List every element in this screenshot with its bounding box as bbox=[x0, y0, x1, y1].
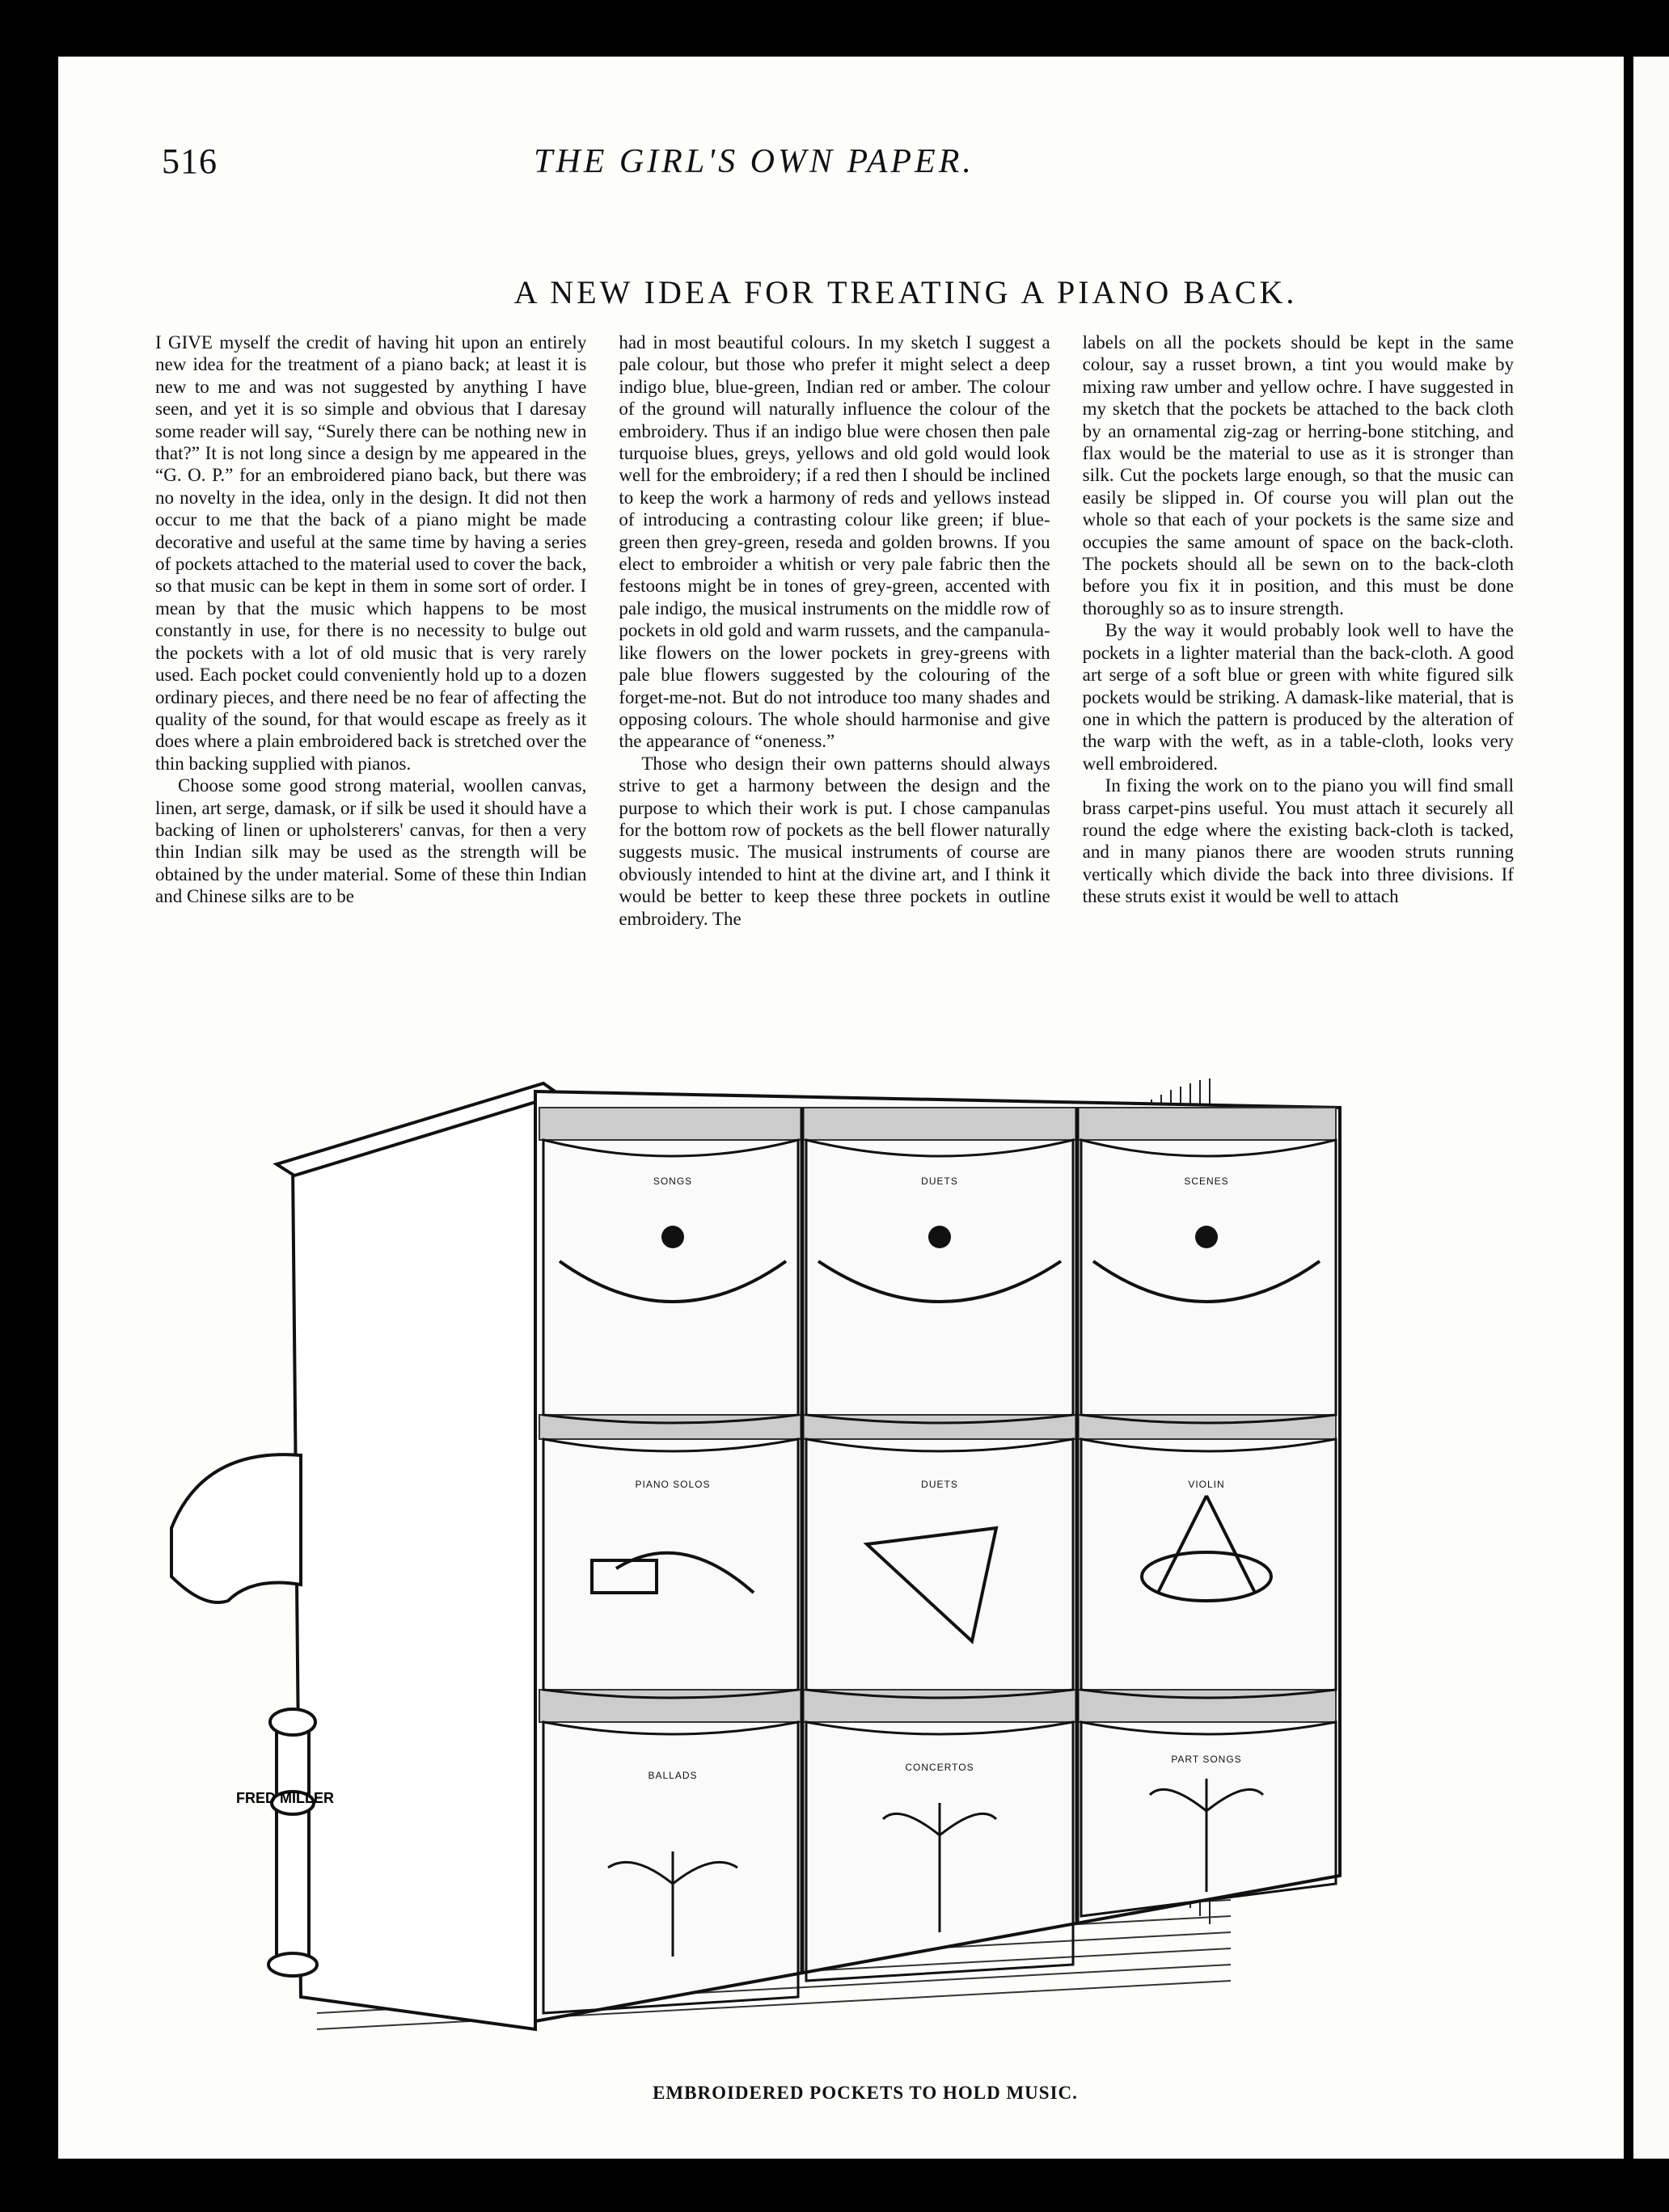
pocket-label: DUETS bbox=[921, 1479, 958, 1490]
article-title: A NEW IDEA FOR TREATING A PIANO BACK. bbox=[513, 274, 1298, 310]
paragraph: By the way it would probably look well to have the pockets in a lighter material than the back-cloth. A good art serge of a soft blue or green with white figured silk pockets would be striking. A damask-like material, that is one in which the pattern is produced by the alteration of the warp with the weft, as in a table-cloth, looks very well embroidered. bbox=[1082, 620, 1514, 774]
paragraph: Choose some good strong material, woollen canvas, linen, art serge, damask, or if silk be used it should have a backing of linen or upholsterers' canvas, for then a very thin Indian silk may be used as the strength will be obtained by the under material. Some of these thin Indian and Chinese silks are to be bbox=[155, 775, 587, 907]
piano-pockets-illustration bbox=[155, 1075, 1498, 2070]
paragraph: I GIVE myself the credit of having hit upon an entirely new idea for the treatment of a piano back; at least it is new to me and was not suggested by anything I have seen, and yet it is so simple and obvious that I daresay some reader will say, “Surely there can be nothing new in that?” It is not long since a design by me appeared in the “G. O. P.” for an embroidered piano back, but there was no novelty in the idea, only in the design. It did not then occur to me that the back of a piano might be made decorative and useful at the same time by having a series of pockets attached to the material used to cover the back, so that music can be kept in them in some sort of order. I mean by that the music which happens to be most constantly in use, for there is no necessity to bulge out the pockets with a lot of old music that is very rarely used. Each pocket could conveniently hold up to a dozen ordinary pieces, and there need be no fear of affecting the quality of the sound, for that would escape as freely as it does where a plain embroidered back is stretched over the thin backing supplied with pianos. bbox=[155, 332, 587, 774]
pocket-label: PART SONGS bbox=[1171, 1754, 1242, 1765]
text-column-3 bbox=[1083, 331, 1514, 1043]
piano-back bbox=[535, 1091, 1340, 2021]
pocket-label: CONCERTOS bbox=[905, 1762, 974, 1773]
paragraph: had in most beautiful colours. In my sketch I suggest a pale colour, but those who prefer it might select a deep indigo blue, blue-green, Indian red or amber. The colour of the ground will naturally influence the colour of the embroidery. Thus if an indigo blue were chosen then pale turquoise blues, greys, yellows and old gold would look well for the embroidery; if a red then I should be inclined to keep the work a harmony of reds and yellows instead of introducing a contrasting colour like green; if blue-green then grey-green, reseda and golden browns. If you elect to embroider a whitish or very pale fabric then the festoons might be in tones of grey-green, accented with pale indigo, the musical instruments on the middle row of pockets in old gold and warm russets, and the campanula-like flowers on the lower pockets in grey-greens with pale blue flowers suggested by the colouring of the forget-me-not. But do not introduce too many shades and opposing colours. The whole should harmonise and give the appearance of “oneness.” bbox=[619, 332, 1050, 752]
piano-side bbox=[171, 1083, 560, 2029]
paragraph: labels on all the pockets should be kept in the same colour, say a russet brown, a tint you would make by mixing raw umber and yellow ochre. I have suggested in my sketch that the pockets be attached to the back cloth by an ornamental zig-zag or herring-bone stitching, and flax would be the material to use as it is stronger than silk. Cut the pockets large enough, so that the music can easily be slipped in. Of course you will plan out the whole so that each of your pockets is the same size and occupies the same amount of space on the back-cloth. The pockets should all be sewn on to the back-cloth before you fix it in position, and this must be done thoroughly so as to insure strength. bbox=[1082, 332, 1514, 618]
pocket-label: VIOLIN bbox=[1188, 1479, 1225, 1490]
article-body bbox=[155, 331, 1514, 1043]
magazine-page bbox=[58, 57, 1624, 2159]
pocket-label: SCENES bbox=[1184, 1176, 1229, 1187]
pocket-label: BALLADS bbox=[648, 1770, 698, 1781]
pocket-label: DUETS bbox=[921, 1176, 958, 1187]
text-column-1 bbox=[155, 331, 586, 1043]
adjacent-page-edge bbox=[1629, 57, 1669, 2159]
illustration-caption: EMBROIDERED POCKETS TO HOLD MUSIC. bbox=[653, 2083, 1078, 2103]
pocket-label: PIANO SOLOS bbox=[635, 1479, 711, 1490]
artist-signature: FRED MILLER bbox=[236, 1790, 334, 1806]
running-title: THE GIRL'S OWN PAPER. bbox=[534, 143, 974, 180]
paragraph: In fixing the work on to the piano you will find small brass carpet-pins useful. You must attach it securely all round the edge where the existing back-cloth is tacked, and in many pianos there are wooden struts running vertically which divide the back into three divisions. If these struts exist it would be well to attach bbox=[1082, 775, 1514, 907]
page-number: 516 bbox=[162, 141, 218, 181]
pocket-label: SONGS bbox=[653, 1176, 693, 1187]
text-column-2 bbox=[619, 331, 1050, 1043]
paragraph: Those who design their own patterns should always strive to get a harmony between the design and the purpose to which their work is put. I chose campanulas for the bottom row of pockets as the bell flower naturally suggests music. The musical instruments of course are obviously intended to hint at the divine art, and I think it would be better to keep these three pockets in outline embroidery. The bbox=[619, 753, 1050, 929]
page-header bbox=[162, 141, 1405, 189]
